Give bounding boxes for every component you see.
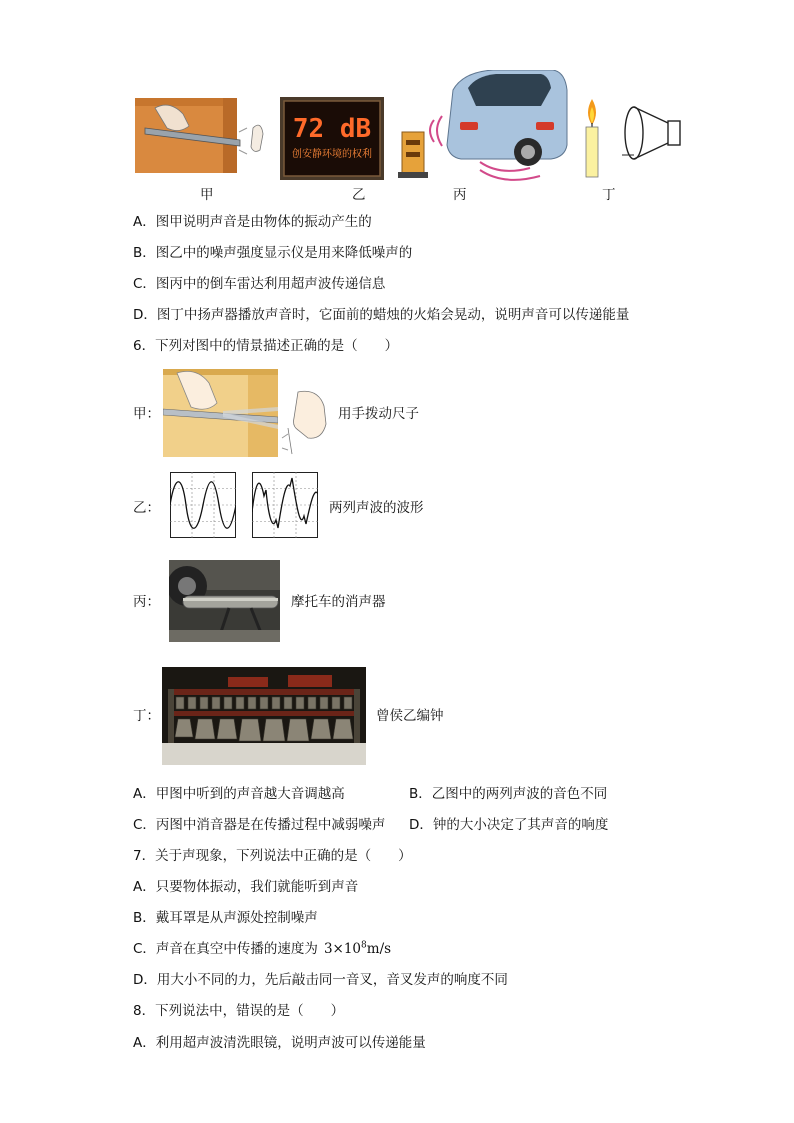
q6-option-b: B．乙图中的两列声波的音色不同 [409,786,608,802]
q6-row-bing-label: 丙： [133,594,160,610]
q7-option-b: B．戴耳罩是从声源处控制噪声 [133,910,318,926]
figure-muffler [169,560,280,642]
q5-option-b: B．图乙中的噪声强度显示仪是用来降低噪声的 [133,245,413,261]
q6-row-jia-label: 甲： [133,406,160,422]
figure-finger-pluck [280,388,330,456]
q6-option-d: D．钟的大小决定了其声音的响度 [409,817,609,833]
q7-option-a: A．只要物体振动，我们就能听到声音 [133,879,359,895]
fig-label-yi: 乙 [352,187,366,203]
noise-display-subtext: 创安静环境的权利 [292,149,372,160]
figure-hand-ruler [163,369,278,457]
figure-ruler-table [135,98,270,173]
q5-option-c: C．图丙中的倒车雷达利用超声波传递信息 [133,276,386,292]
q6-row-bing-desc: 摩托车的消声器 [291,594,386,610]
speed-unit: m/s [366,941,392,957]
q8-stem: 8．下列说法中，错误的是（ ） [133,1003,345,1019]
q6-row-yi-label: 乙： [133,500,160,516]
q7-option-d: D．用大小不同的力，先后敲击同一音叉，音叉发声的响度不同 [133,972,508,988]
speed-exponent: 8 [361,940,367,951]
q7-option-c-wrap [133,940,391,958]
q6-row-ding-desc: 曾侯乙编钟 [376,708,444,724]
fig-label-ding: 丁 [602,187,616,203]
q6-row-yi-desc: 两列声波的波形 [329,500,424,516]
fig-label-bing: 丙 [453,187,467,203]
figure-waveform-sine [170,472,236,538]
q8-option-a: A．利用超声波清洗眼镜，说明声波可以传递能量 [133,1035,426,1051]
figure-chime-bells [162,667,366,765]
q6-row-ding-label: 丁： [133,708,160,724]
q7-speed-value [324,941,391,957]
fig-label-jia: 甲 [200,187,214,203]
q5-option-a: A．图甲说明声音是由物体的振动产生的 [133,214,372,230]
q6-stem: 6．下列对图中的情景描述正确的是（ ） [133,338,399,354]
q7-option-c: C．声音在真空中传播的速度为 [133,941,318,957]
figure-car-radar [398,70,570,182]
q6-row-jia-desc: 用手拨动尺子 [338,406,419,422]
q5-option-d: D．图丁中扬声器播放声音时，它面前的蜡烛的火焰会晃动，说明声音可以传递能量 [133,307,630,323]
noise-display-value: 72 dB [292,114,372,144]
figure-noise-display [280,97,384,180]
figure-waveform-complex [252,472,318,538]
q6-option-a: A．甲图中听到的声音越大音调越高 [133,786,345,802]
speed-mantissa: 3×10 [323,941,362,957]
figure-candle-speaker [582,95,684,181]
q7-stem: 7．关于声现象，下列说法中正确的是（ ） [133,848,412,864]
q6-option-c: C．丙图中消音器是在传播过程中减弱噪声 [133,817,386,833]
